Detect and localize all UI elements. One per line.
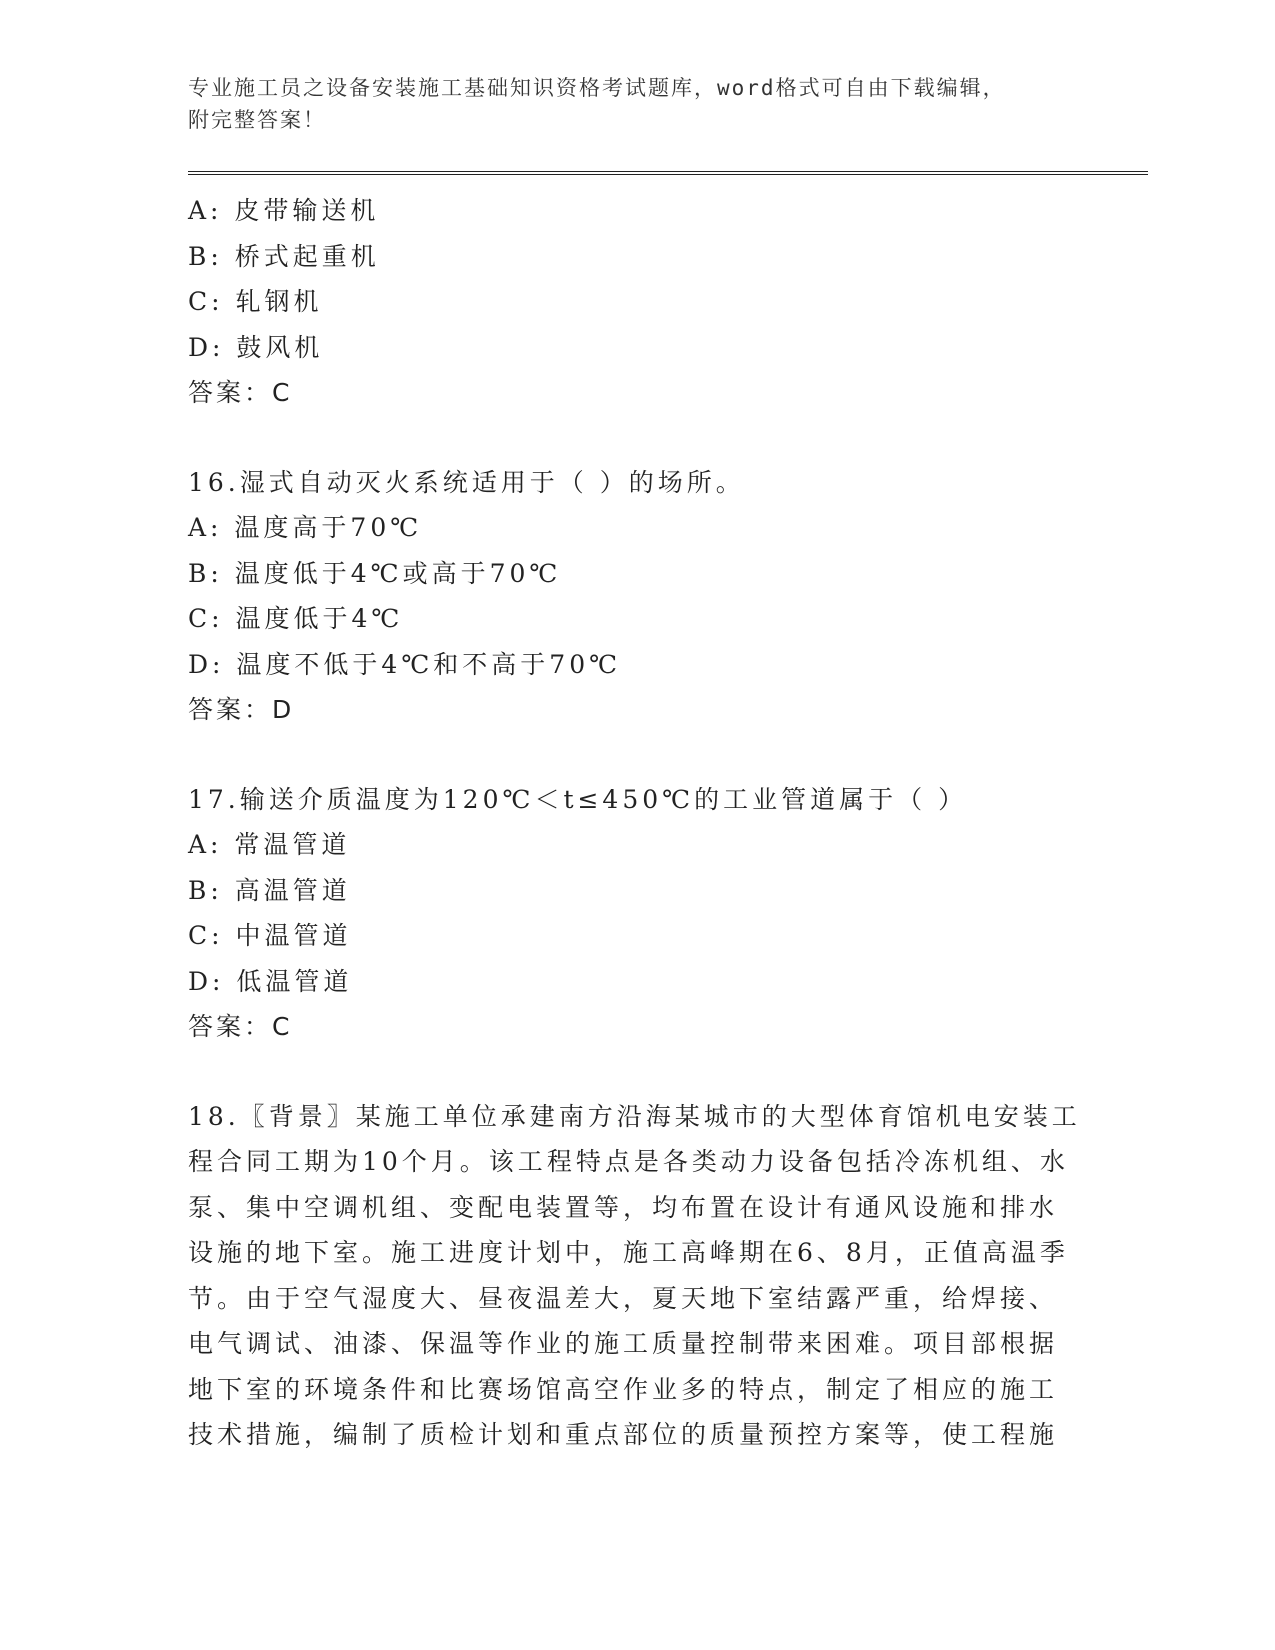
paragraph-line: 18.〖背景〗某施工单位承建南方沿海某城市的大型体育馆机电安装工 xyxy=(188,1101,1081,1131)
question-15-block xyxy=(188,188,1088,416)
answer: 答案：C xyxy=(188,378,293,407)
header-rule-bottom xyxy=(188,174,1148,175)
option-b: B: 高温管道 xyxy=(188,875,351,905)
paragraph-line: 泵、集中空调机组、变配电装置等，均布置在设计有通风设施和排水 xyxy=(188,1192,1059,1222)
question-18-block xyxy=(188,1094,1081,1458)
paragraph-line: 设施的地下室。施工进度计划中，施工高峰期在6、8月，正值高温季 xyxy=(188,1238,1069,1267)
option-c: C: 温度低于4℃ xyxy=(188,604,404,633)
question-text: 17.输送介质温度为120℃＜t≤450℃的工业管道属于（ ） xyxy=(188,784,968,814)
option-d: D: 温度不低于4℃和不高于70℃ xyxy=(188,649,622,679)
header-line-1: 专业施工员之设备安装施工基础知识资格考试题库，word格式可自由下载编辑， xyxy=(188,76,1006,100)
paragraph-line: 地下室的环境条件和比赛场馆高空作业多的特点，制定了相应的施工 xyxy=(188,1374,1059,1404)
paragraph-line: 电气调试、油漆、保温等作业的施工质量控制带来困难。项目部根据 xyxy=(188,1329,1059,1358)
answer: 答案：C xyxy=(188,1012,293,1041)
header-line-2: 附完整答案！ xyxy=(188,108,326,132)
paragraph-line: 节。由于空气湿度大、昼夜温差大，夏天地下室结露严重，给焊接、 xyxy=(188,1283,1059,1313)
document-body xyxy=(188,188,1088,1458)
option-d: D: 鼓风机 xyxy=(188,332,324,362)
header-rule-top xyxy=(188,171,1148,172)
paragraph-line: 程合同工期为10个月。该工程特点是各类动力设备包括冷冻机组、水 xyxy=(188,1147,1069,1176)
answer: 答案：D xyxy=(188,695,295,724)
paragraph-line: 技术措施，编制了质检计划和重点部位的质量预控方案等，使工程施 xyxy=(188,1420,1059,1449)
option-a: A: 常温管道 xyxy=(188,830,351,859)
option-d: D: 低温管道 xyxy=(188,966,353,996)
option-b: B: 桥式起重机 xyxy=(188,241,380,271)
option-a: A: 温度高于70℃ xyxy=(188,513,423,542)
option-c: C: 中温管道 xyxy=(188,921,352,950)
question-16-block xyxy=(188,460,1088,733)
option-b: B: 温度低于4℃或高于70℃ xyxy=(188,558,562,588)
option-c: C: 轧钢机 xyxy=(188,287,323,316)
question-17-block xyxy=(188,777,1088,1050)
option-a: A: 皮带输送机 xyxy=(188,196,380,225)
document-header xyxy=(188,72,1068,136)
question-text: 16.湿式自动灭火系统适用于（ ）的场所。 xyxy=(188,467,745,497)
